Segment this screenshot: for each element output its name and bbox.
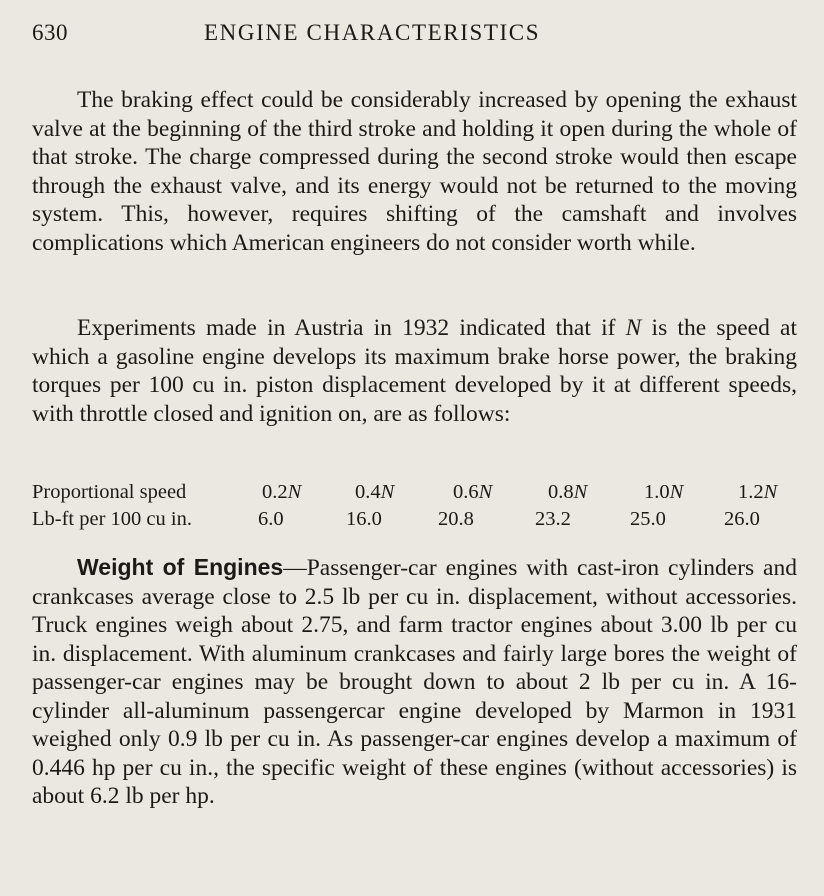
paragraph-weight-of-engines (32, 553, 797, 811)
paragraph-austria-experiments (32, 314, 797, 428)
page-number: 630 (32, 20, 68, 45)
torque-cell: 6.0 (258, 508, 284, 530)
speed-cell: 0.2N (262, 481, 302, 503)
paragraph-text: —Passenger-car engines with cast-iron cylinders and crankcases average close to 2.5 lb per cu in. displacement, without accessories. Truck engines weigh about 2.75, and farm tractor engines about 3.00 lb per cu in. displacement. With aluminum crankcases and fairly large bores the weight of passenger-car engines may be brought down to about 2 lb per cu in. A 16-cylinder all-aluminum passengercar engine developed by Marmon in 1931 weighed only 0.9 lb per cu in. As passenger-car engines develop a maximum of 0.446 hp per cu in., the specific weight of these engines (without accessories) is about 6.2 lb per hp. (32, 555, 797, 809)
row-label-speed: Proportional speed (32, 481, 187, 503)
torque-cell: 26.0 (724, 508, 760, 530)
paragraph-text: Experiments made in Austria in 1932 indicated that if (77, 315, 626, 341)
running-head: ENGINE CHARACTERISTICS (204, 20, 541, 45)
torque-cell: 16.0 (346, 508, 382, 530)
paragraph-exhaust-braking (32, 86, 797, 257)
torque-cell: 25.0 (630, 508, 666, 530)
variable-n: N (625, 315, 642, 341)
speed-cell: 0.6N (453, 481, 493, 503)
page-header (32, 20, 794, 54)
speed-cell: 0.8N (548, 481, 588, 503)
speed-cell: 0.4N (355, 481, 395, 503)
section-heading: Weight of Engines (77, 554, 284, 580)
speed-cell: 1.0N (644, 481, 684, 503)
paragraph-text: The braking effect could be considerably increased by opening the exhaust valve at the beginning of the third stroke and holding it open during the whole of that stroke. The charge compressed during the second stroke would then escape through the exhaust valve, and its energy would not be returned to the moving system. This, however, requires shifting of the camshaft and involves complications which American engineers do not consider worth while. (32, 87, 797, 256)
paragraph-text-continued: is the speed at which a gasoline engine develops its maximum brake horse power, the braking torques per 100 cu in. piston displacement developed by it at different speeds, with throttle closed and ignition on, are as follows: (32, 315, 798, 427)
row-label-torque: Lb-ft per 100 cu in. (32, 508, 192, 530)
speed-cell: 1.2N (738, 481, 778, 503)
torque-cell: 20.8 (438, 508, 474, 530)
torque-cell: 23.2 (535, 508, 571, 530)
